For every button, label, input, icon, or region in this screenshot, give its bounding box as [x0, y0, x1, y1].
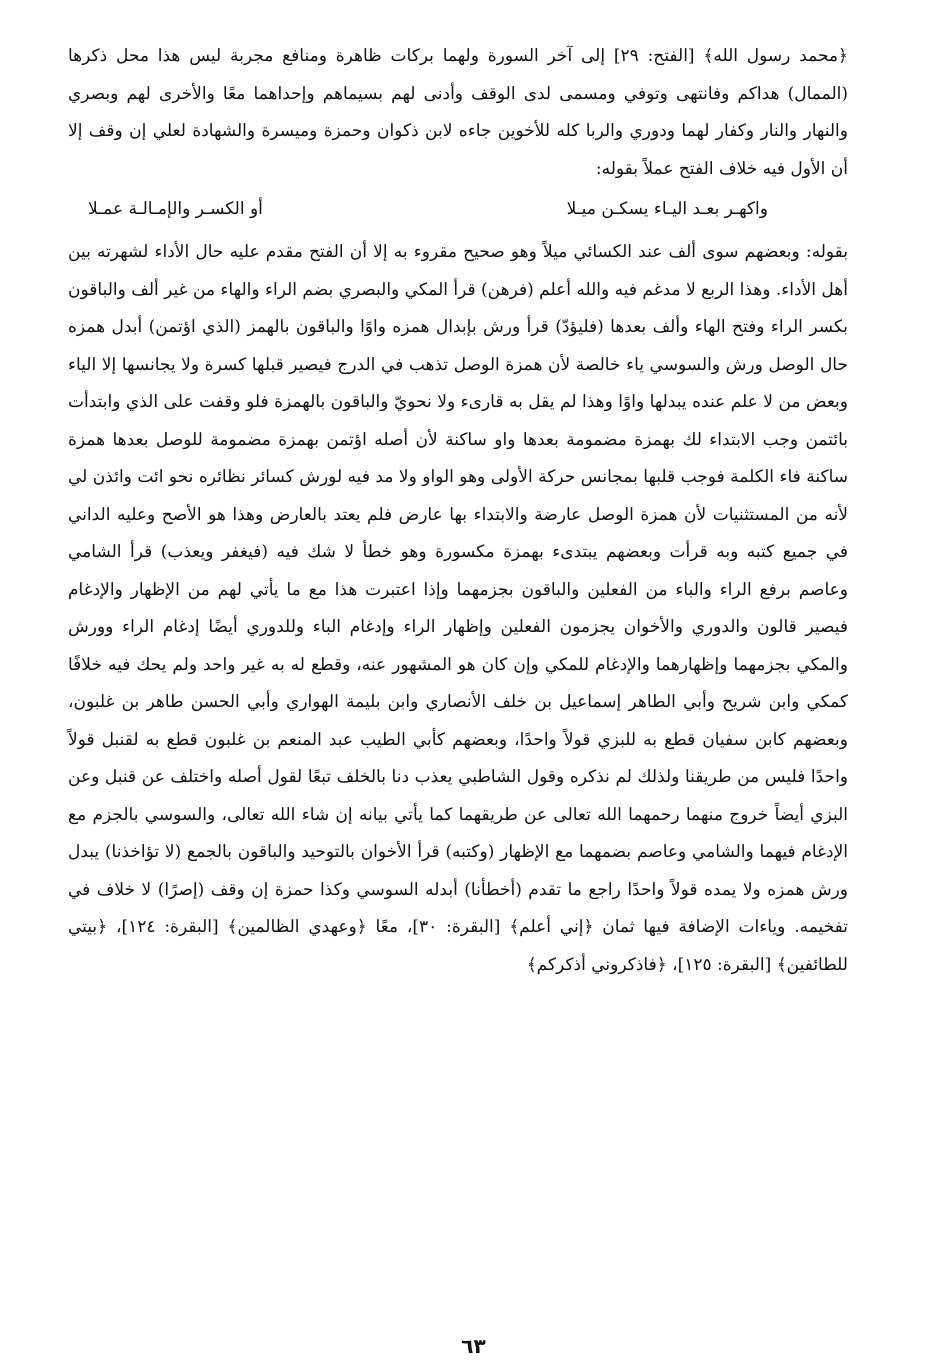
verse-first-hemistich: واكهـر بعـد اليـاء يسكـن ميـلا [566, 199, 768, 219]
main-paragraph: بقوله: وبعضهم سوى ألف عند الكسائي ميلاً وهو صحيح مقروء به إلا أن الفتح مقدم عليه حال الأداء لشهرته بين أهل الأداء. وهذا الربع لا مدغم فيه والله أعلم (فرهن) قرأ المكي والبصري بضم الراء والهاء من غير ألف والباقون بكسر الراء وفتح الهاء وألف بعدها (فليؤدّ) قرأ ورش بإبدال همزه واوًا والباقون بالهمز (الذي اؤتمن) أبدل همزه حال الوصل ورش والسوسي ياء خالصة لأن همزة الوصل تذهب في الدرج فيصير قبلها كسرة ولا يجانسها إلا الياء وبعض من لا علم عنده يبدلها واوًا وهذا لم يقل به قارىء ولا نحويّ والباقون بالهمزة فلو وقفت على الذي وابتدأت بائتمن وجب الابتداء لك بهمزة مضمومة بعدها واو ساكنة لأن أصله اؤتمن بهمزة مضمومة للوصل بعدها همزة ساكنة فاء الكلمة فوجب قلبها بمجانس حركة الأولى وهو الواو ولا مد فيه لورش كسائر نظائره نحو ائت وائذن لي لأنه من المستثنيات لأن همزة الوصل عارضة والابتداء بها عارض فلم يعتد بالعارض وهذا هو الأصح وعليه الداني في جميع كتبه وبه قرأت وبعضهم يبتدىء بهمزة مكسورة وهو خطأ لا شك فيه (فيغفر ويعذب) قرأ الشامي وعاصم برفع الراء والباء من الفعلين والباقون بجزمهما وإذا اعتبرت هذا مع ما يأتي لهم من الإظهار والإدغام فيصير قالون والدوري والأخوان يجزمون الفعلين وإظهار الراء وإدغام الباء وللدوري أيضًا إدغام الراء وورش والمكي بجزمهما وإظهارهما والإدغام للمكي وإن كان هو المشهور عنه، وقطع له به غير واحد ولم يحك فيه خلافًا كمكي وابن شريح وأبي الطاهر إسماعيل بن خلف الأنصاري وابن بليمة الهواري وأبي الحسن طاهر بن غلبون، وبعضهم كابن سفيان قطع به للبزي قولاً واحدًا، وبعضهم كأبي الطيب عبد المنعم بن غلبون قطع به لقنبل قولاً واحدًا فليس من طريقنا ولذلك لم نذكره وقول الشاطبي يعذب دنا بالخلف تبعًا لقول أصله واختلف عن قنبل وعن البزي أيضاً خروج منهما رحمهما الله تعالى عن طريقهما كما يأتي بيانه إن شاء الله تعالى، والسوسي بالجزم مع الإدغام فيهما والشامي وعاصم بضمهما مع الإظهار (وكتبه) قرأ الأخوان بالتوحيد والباقون بالجمع (لا تؤاخذنا) يبدل ورش همزه ولا يمده قولاً واحدًا راجع ما تقدم (أخطأنا) أبدله السوسي وكذا حمزة إن وقف (إصرًا) لا خلاف في تفخيمه. وياءات الإضافة فيها ثمان ﴿إني أعلم﴾ [البقرة: ٣٠]، معًا ﴿وعهدي الظالمين﴾ [البقرة: ١٢٤]، ﴿بيتي للطائفين﴾ [البقرة: ١٢٥]، ﴿فاذكروني أذكركم﴾ [68, 242, 849, 975]
page-body [68, 38, 848, 984]
page-number: ٦٣ [461, 1334, 486, 1358]
verse-second-hemistich: أو الكسـر والإمـالـة عمـلا [88, 199, 263, 219]
opening-paragraph: ﴿محمد رسول الله﴾ [الفتح: ٢٩] إلى آخر السورة ولهما بركات ظاهرة ومنافع مجربة ليس هذا محل ذكرها (الممال) هداكم وفانتهى وتوفي ومسمى لدى الوقف وأدنى لهم بسيماهم وإحداهما معًا والأخرى لهم وبصري والنهار والنار وكفار لهما ودوري والربا كله للأخوين جاءه لابن ذكوان وحمزة وميسرة والشهادة لعلي إن وقف إلا أن الأول فيه خلاف الفتح عملاً بقوله: [68, 46, 848, 179]
poetry-verse [88, 188, 768, 234]
